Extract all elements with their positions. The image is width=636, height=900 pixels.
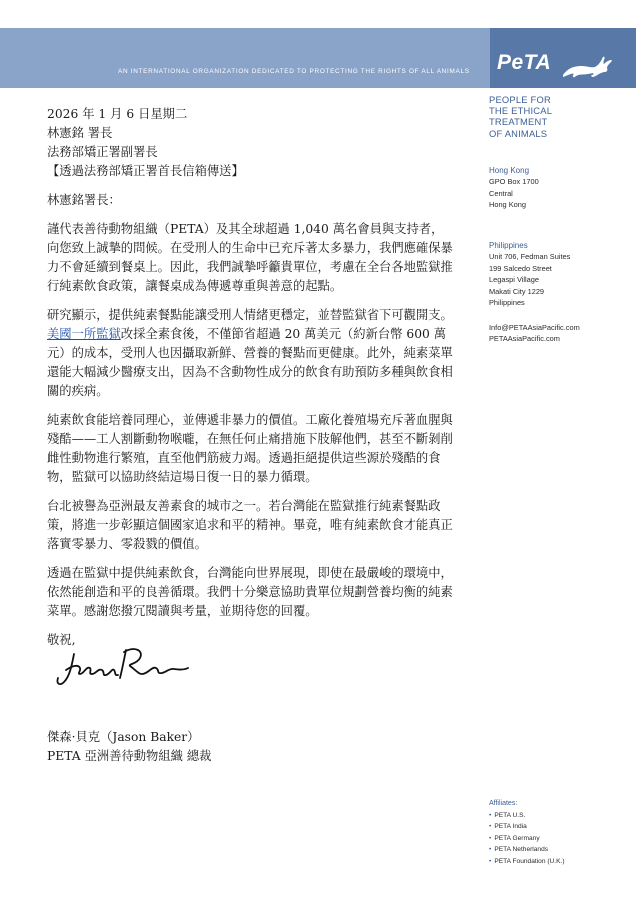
organization-tagline: AN INTERNATIONAL ORGANIZATION DEDICATED TO PROTECTING THE RIGHTS OF ALL ANIMALS	[118, 68, 470, 75]
affiliates-list	[489, 798, 565, 868]
affiliate-item: • PETA Germany	[489, 834, 540, 842]
address-line: Makati City 1229	[489, 286, 545, 296]
salutation: 林憲銘署長：	[47, 193, 121, 207]
letter-date: 2026 年 1 月 6 日星期二	[47, 107, 188, 121]
org-line: OF ANIMALS	[489, 127, 548, 139]
address-line: Hong Kong	[489, 200, 526, 210]
recipient-title: 法務部矯正署副署長	[47, 145, 158, 159]
hong-kong-address	[489, 165, 539, 211]
address-line: GPO Box 1700	[489, 177, 539, 187]
address-line: 199 Salcedo Street	[489, 263, 552, 273]
contact-info	[489, 322, 580, 345]
address-line: Philippines	[489, 298, 525, 308]
affiliate-item: • PETA Foundation (U.K.)	[489, 857, 565, 865]
hong-kong-heading: Hong Kong	[489, 166, 530, 175]
philippines-address	[489, 240, 570, 308]
affiliate-item: • PETA India	[489, 823, 527, 831]
address-line: Unit 706, Fedman Suites	[489, 252, 571, 262]
affiliate-item: • PETA Netherlands	[489, 846, 549, 854]
delivery-note: 【透過法務部矯正署首長信箱傳送】	[47, 164, 244, 178]
website-link[interactable]: PETAAsiaPacific.com	[489, 334, 560, 344]
affiliates-heading: Affiliates:	[489, 800, 518, 807]
us-prison-link[interactable]: 美國一所監獄	[47, 327, 121, 341]
philippines-heading: Philippines	[489, 241, 528, 250]
organization-name	[489, 94, 552, 139]
paragraph-2-body: 改採全素食後，不僅節省超過 20 萬美元（約新台幣 600 萬元）的成本，受刑人也因攝取新鮮、營養的餐點而更健康。此外，純素菜單還能大幅減少醫療支出，因為不含動物性成分的飲食有助預防多種與飲食相關的疾病。	[47, 327, 453, 398]
peta-logo: PeTA	[497, 51, 552, 74]
paragraph-2-intro: 研究顯示，提供純素餐點能讓受刑人情緒更穩定，並替監獄省下可觀開支。	[47, 308, 453, 322]
affiliate-label: PETA U.S.	[494, 811, 526, 819]
org-line: THE ETHICAL	[489, 105, 553, 117]
affiliate-label: PETA India	[494, 823, 527, 831]
affiliate-label: PETA Germany	[494, 834, 540, 842]
affiliate-label: PETA Foundation (U.K.)	[494, 857, 565, 865]
handwritten-signature	[52, 640, 192, 690]
address-line: Central	[489, 188, 513, 198]
recipient-name: 林憲銘 署長	[47, 126, 113, 140]
paragraph-2	[47, 306, 455, 401]
org-line: TREATMENT	[489, 116, 548, 128]
signer-title: PETA 亞洲善待動物組織 總裁	[47, 749, 212, 763]
affiliate-item: • PETA U.S.	[489, 811, 526, 819]
address-line: Legaspi Village	[489, 275, 539, 285]
signer-name: 傑森·貝克（Jason Baker）	[47, 730, 200, 744]
email-link[interactable]: Info@PETAAsiaPacific.com	[489, 323, 580, 332]
org-line: PEOPLE FOR	[489, 94, 551, 105]
closing: 敬祝,	[47, 633, 76, 647]
rabbit-icon	[561, 55, 615, 79]
paragraph-5: 透過在監獄中提供純素飲食，台灣能向世界展現，即使在最嚴峻的環境中，依然能創造和平的良善循環。我們十分樂意協助貴單位規劃營養均衡的純素菜單。感謝您撥冗閱讀與考量，並期待您的回覆。	[47, 566, 453, 618]
paragraph-3: 純素飲食能培養同理心，並傳遞非暴力的價值。工廠化養殖場充斥著血腥與殘酷——工人割斷動物喉嚨，在無任何止痛措施下肢解他們，甚至不斷剝削雌性動物進行繁殖，直至他們筋疲力竭。透過拒絕提供這些源於殘酷的食物，監獄可以協助終結這場日復一日的暴力循環。	[47, 413, 453, 484]
paragraph-4: 台北被譽為亞洲最友善素食的城市之一。若台灣能在監獄推行純素餐點政策，將進一步彰顯這個國家追求和平的精神。畢竟，唯有純素飲食才能真正落實零暴力、零殺戮的價值。	[47, 499, 453, 551]
affiliate-label: PETA Netherlands	[494, 846, 549, 854]
paragraph-1: 謹代表善待動物組織（PETA）及其全球超過 1,040 萬名會員與支持者，向您致上誠摯的問候。在受刑人的生命中已充斥著太多暴力，我們應確保暴力不會延續到餐桌上。因此，我們誠摯呼籲貴單位，考慮在全台各地監獄推行純素飲食政策，讓餐桌成為傳遞尊重與善意的起點。	[47, 222, 453, 293]
